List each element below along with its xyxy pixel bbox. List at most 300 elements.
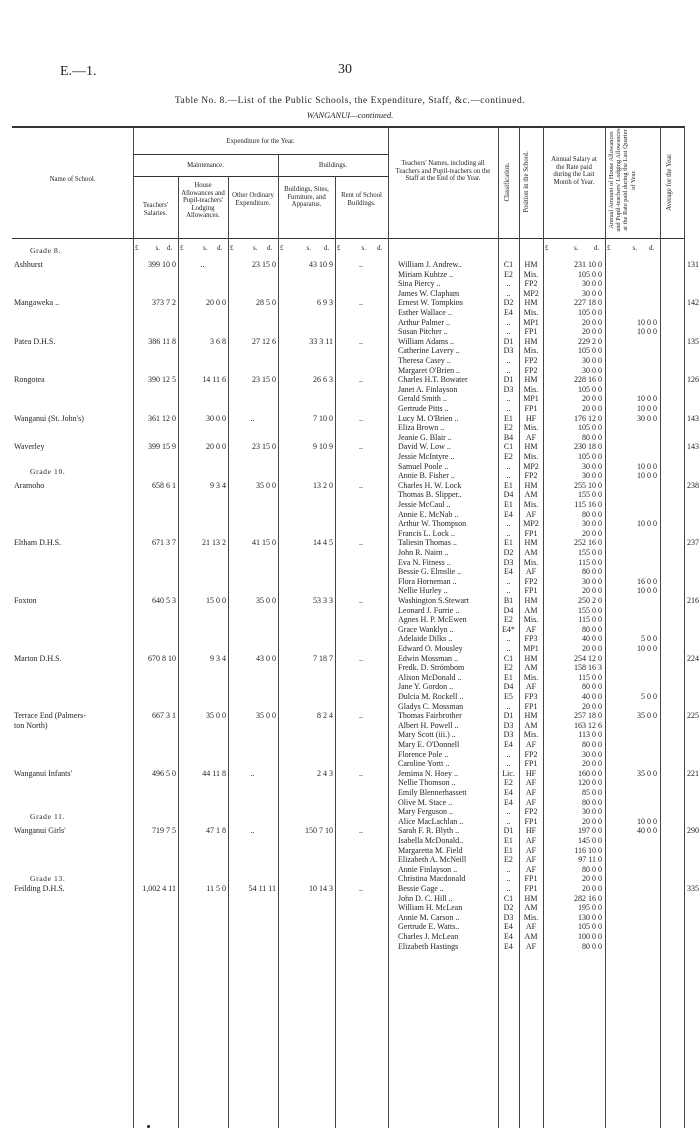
- column-rule: [133, 126, 134, 1128]
- average-value: 126: [687, 375, 699, 385]
- header-average: Average for the Year.: [666, 153, 673, 211]
- annual-salary-value: 20 0 0: [582, 701, 602, 711]
- school-name: Rongotea: [14, 375, 45, 385]
- teacher-name: Eva N. Fitness ..: [398, 557, 451, 567]
- annual-salary-value: 255 10 0: [574, 480, 602, 490]
- annual-salary-value: 30 0 0: [582, 356, 602, 365]
- position-value: Mis.: [523, 912, 539, 922]
- rent-value: ..: [359, 538, 363, 548]
- bfa-value: 13 2 0: [313, 480, 333, 490]
- position-value: HF: [525, 413, 537, 423]
- other-value: 23 15 0: [252, 260, 276, 269]
- annual-salary-value: 195 0 0: [578, 903, 602, 913]
- teacher-name: Alice MacLachlan ..: [398, 816, 464, 826]
- unit-pound: £: [607, 244, 611, 252]
- other-value: 41 15 0: [252, 538, 276, 548]
- rule-head-bottom: [12, 238, 684, 239]
- house-value: 44 11 8: [202, 768, 226, 778]
- annual-salary-value: 158 16 3: [574, 663, 602, 673]
- position-value: HM: [524, 893, 538, 903]
- rule-top: [12, 126, 684, 128]
- teacher-name: Washington S.Stewart: [398, 596, 469, 605]
- house-value: 9 3 4: [210, 653, 226, 663]
- house-value: 11 5 0: [206, 884, 226, 893]
- position-value: AF: [525, 941, 537, 951]
- classification-value: B1: [503, 596, 514, 605]
- teacher-name: Thomas B. Slipper..: [398, 490, 462, 500]
- teacher-name: Annie B. Fisher ..: [398, 471, 455, 481]
- school-name: Aramoho: [14, 480, 45, 490]
- rent-value: ..: [359, 596, 363, 605]
- other-value: 43 0 0: [256, 653, 276, 663]
- classification-value: ..: [506, 807, 511, 817]
- classification-value: ..: [506, 644, 511, 653]
- allowance-value: 10 0 0: [637, 816, 657, 826]
- annual-salary-value: 176 12 0: [574, 413, 602, 423]
- position-value: FP1: [524, 586, 538, 596]
- header-name: Name of School.: [49, 176, 96, 183]
- other-value: ..: [250, 768, 255, 778]
- house-value: 3 6 8: [210, 336, 226, 346]
- teacher-name: Taliesin Thomas ..: [398, 538, 457, 548]
- average-value: 221: [687, 768, 699, 778]
- teacher-name: William J. Andrew..: [398, 260, 462, 269]
- teacher-name: William Adams ..: [398, 336, 455, 346]
- house-value: 9 3 4: [210, 480, 226, 490]
- house-value: 20 0 0: [206, 442, 226, 452]
- position-value: MP2: [523, 288, 539, 298]
- school-name: Wanganui Girls': [14, 826, 66, 836]
- annual-salary-value: 115 0 0: [578, 672, 602, 682]
- classification-value: ..: [506, 634, 511, 644]
- grade-heading: Grade 8.: [30, 246, 61, 255]
- rent-value: ..: [359, 480, 363, 490]
- header-expenditure: Expenditure for the Year.: [226, 138, 295, 145]
- position-value: HM: [524, 711, 538, 721]
- annual-salary-value: 155 0 0: [578, 490, 602, 500]
- annual-salary-value: 130 0 0: [578, 912, 602, 922]
- position-value: HM: [524, 596, 538, 605]
- classification-value: D1: [503, 375, 514, 385]
- average-value: 335: [687, 884, 699, 893]
- unit-shilling: s.: [632, 244, 637, 252]
- annual-salary-value: 85 0 0: [582, 788, 602, 797]
- annual-salary-value: 227 18 0: [574, 298, 602, 308]
- allowance-value: 10 0 0: [637, 461, 657, 471]
- bfa-value: 150 7 10: [305, 826, 333, 836]
- teacher-name: Thomas Fairbrother: [398, 711, 462, 721]
- classification-value: E4: [504, 788, 513, 797]
- position-value: AF: [525, 682, 537, 692]
- average-value: 216: [687, 596, 699, 605]
- unit-shilling: s.: [155, 244, 160, 252]
- rent-value: ..: [359, 711, 363, 721]
- allowance-value: 40 0 0: [637, 826, 657, 836]
- annual-salary-value: 20 0 0: [582, 759, 602, 769]
- column-rule: [684, 126, 685, 1128]
- teacher-name: Charles H. W. Lock: [398, 480, 462, 490]
- house-value: 21 13 2: [202, 538, 226, 548]
- average-value: 131: [687, 260, 699, 269]
- classification-value: E2: [504, 452, 513, 461]
- bfa-value: 8 2 4: [317, 711, 333, 721]
- salaries-value: 667 3 1: [152, 711, 176, 721]
- teacher-name: James W. Clapham: [398, 288, 460, 298]
- annual-salary-value: 120 0 0: [578, 778, 602, 788]
- teacher-name: Gerald Smith ..: [398, 394, 447, 404]
- classification-value: E4: [504, 932, 513, 941]
- classification-value: ..: [506, 519, 511, 529]
- classification-value: E2: [504, 778, 513, 788]
- header-house: House Allowances and Pupil-teachers' Lodging Allowances.: [181, 182, 225, 220]
- teacher-name: Caroline Yortt ..: [398, 759, 450, 769]
- teacher-name: Francis L. Lock ..: [398, 528, 455, 538]
- teacher-name: Susan Pitcher ..: [398, 327, 448, 337]
- school-name: Patea D.H.S.: [14, 336, 56, 346]
- other-value: ..: [250, 413, 255, 423]
- annual-salary-value: 105 0 0: [578, 269, 602, 279]
- annual-salary-value: 160 0 0: [578, 768, 602, 778]
- classification-value: C1: [503, 893, 514, 903]
- unit-pence: d.: [377, 244, 383, 252]
- annual-salary-value: 30 0 0: [582, 365, 602, 375]
- unit-pence: d.: [217, 244, 223, 252]
- classification-value: D2: [503, 298, 514, 308]
- position-value: AM: [524, 490, 538, 500]
- position-value: Mis.: [523, 452, 539, 461]
- position-value: FP2: [524, 749, 538, 759]
- salaries-value: 670 8 10: [148, 653, 176, 663]
- position-value: Mis.: [523, 384, 539, 394]
- rent-value: ..: [359, 826, 363, 836]
- unit-pence: d.: [324, 244, 330, 252]
- position-value: AF: [525, 864, 537, 874]
- teacher-name: Arthur W. Thompson: [398, 519, 467, 529]
- other-value: 35 0 0: [256, 480, 276, 490]
- position-value: AM: [524, 932, 538, 941]
- classification-value: E1: [504, 480, 513, 490]
- classification-value: E1: [504, 538, 513, 548]
- classification-value: E4*: [502, 624, 515, 634]
- allowance-value: 10 0 0: [637, 644, 657, 653]
- annual-salary-value: 229 2 0: [578, 336, 602, 346]
- classification-value: ..: [506, 317, 511, 327]
- unit-shilling: s.: [361, 244, 366, 252]
- allowance-value: 10 0 0: [637, 519, 657, 529]
- salaries-value: 390 12 5: [148, 375, 176, 385]
- school-name: Ashhurst: [14, 260, 43, 269]
- allowance-value: 10 0 0: [637, 317, 657, 327]
- other-value: 35 0 0: [256, 711, 276, 721]
- annual-salary-value: 30 0 0: [582, 461, 602, 471]
- average-value: 135: [687, 336, 699, 346]
- teacher-name: Mary E. O'Donnell: [398, 740, 460, 749]
- unit-shilling: s.: [253, 244, 258, 252]
- position-value: AM: [524, 605, 538, 615]
- teacher-name: Edward O. Mousley: [398, 644, 463, 653]
- position-value: MP1: [523, 644, 539, 653]
- classification-value: E2: [504, 269, 513, 279]
- teacher-name: Alison McDonald ..: [398, 672, 462, 682]
- teacher-name: Sarah F. R. Blyth ..: [398, 826, 460, 836]
- position-value: HM: [524, 480, 538, 490]
- classification-value: C1: [503, 442, 514, 452]
- salaries-value: 658 6 1: [152, 480, 176, 490]
- annual-salary-value: 252 16 0: [574, 538, 602, 548]
- teacher-name: Margaret O'Brien ..: [398, 365, 461, 375]
- teacher-name: Edwin Mossman ..: [398, 653, 458, 663]
- salaries-value: 640 5 3: [152, 596, 176, 605]
- allowance-value: 5 0 0: [641, 634, 657, 644]
- allowance-value: 10 0 0: [637, 327, 657, 337]
- unit-shilling: s.: [306, 244, 311, 252]
- annual-salary-value: 97 11 0: [578, 855, 602, 865]
- other-value: 23 15 0: [252, 375, 276, 385]
- allowance-value: 10 0 0: [637, 586, 657, 596]
- teacher-name: Florence Pole ..: [398, 749, 449, 759]
- school-name: Wanganui Infants': [14, 768, 72, 778]
- grade-heading: Grade 13.: [30, 874, 66, 883]
- header-maintenance: Maintenance.: [187, 162, 224, 169]
- column-rule: [660, 126, 661, 1128]
- teacher-name: Nellie Hurley ..: [398, 586, 448, 596]
- annual-salary-value: 20 0 0: [582, 586, 602, 596]
- position-value: AF: [525, 778, 537, 788]
- grade-heading: Grade 10.: [30, 466, 66, 476]
- classification-value: E2: [504, 855, 513, 865]
- annual-salary-value: 197 0 0: [578, 826, 602, 836]
- rent-value: ..: [359, 884, 363, 893]
- annual-salary-value: 80 0 0: [582, 567, 602, 577]
- position-value: AF: [525, 509, 537, 519]
- position-value: FP1: [524, 327, 538, 337]
- other-value: 27 12 6: [252, 336, 276, 346]
- teacher-name: Jessie McIntyre ..: [398, 452, 455, 461]
- classification-value: ..: [506, 356, 511, 365]
- position-value: Mis.: [523, 269, 539, 279]
- teacher-name: Fredk. D. Strömbom: [398, 663, 465, 673]
- position-value: AF: [525, 855, 537, 865]
- bfa-value: 7 18 7: [313, 653, 333, 663]
- classification-value: Lic.: [502, 768, 515, 778]
- other-value: 23 15 0: [252, 442, 276, 452]
- school-name: Terrace End (Palmers-: [14, 711, 86, 721]
- classification-value: E1: [504, 500, 513, 509]
- classification-value: ..: [506, 528, 511, 538]
- classification-value: D4: [503, 682, 514, 692]
- unit-pound: £: [280, 244, 284, 252]
- classification-value: D3: [503, 557, 514, 567]
- classification-value: E4: [504, 941, 513, 951]
- average-value: 237: [687, 538, 699, 548]
- school-name: Waverley: [14, 442, 45, 452]
- classification-value: C1: [503, 653, 514, 663]
- annual-salary-value: 80 0 0: [582, 509, 602, 519]
- salaries-value: 373 7 2: [152, 298, 176, 308]
- teacher-name: Elizabeth Hastings: [398, 941, 459, 951]
- allowance-value: 10 0 0: [637, 471, 657, 481]
- school-name: ton North): [14, 720, 48, 730]
- salaries-value: 1,002 4 11: [142, 884, 176, 893]
- classification-value: C1: [503, 260, 514, 269]
- allowance-value: 5 0 0: [641, 692, 657, 701]
- unit-pence: d.: [267, 244, 273, 252]
- teacher-name: Dulcia M. Rockell ..: [398, 692, 464, 701]
- rent-value: ..: [359, 413, 363, 423]
- teacher-name: John R. Nairn ..: [398, 548, 449, 557]
- ink-mark: [147, 1125, 150, 1128]
- classification-value: ..: [506, 864, 511, 874]
- bfa-value: 10 14 3: [309, 884, 333, 893]
- salaries-value: 399 10 0: [148, 260, 176, 269]
- header-bfa: Buildings, Sites, Furniture, and Apparatus.: [284, 186, 329, 209]
- teacher-name: Isabella McDonald..: [398, 836, 464, 845]
- classification-value: E1: [504, 845, 513, 855]
- teacher-name: Christina Macdonald: [398, 874, 466, 884]
- house-value: 15 0 0: [206, 596, 226, 605]
- header-rent: Rent of School Buildings.: [341, 192, 382, 207]
- position-value: FP2: [524, 356, 538, 365]
- position-value: HF: [525, 768, 537, 778]
- rule-expenditure: [133, 154, 388, 155]
- classification-value: ..: [506, 404, 511, 413]
- teacher-name: Eliza Brown ..: [398, 423, 445, 433]
- annual-salary-value: 80 0 0: [582, 432, 602, 442]
- position-value: Mis.: [523, 346, 539, 356]
- position-value: FP2: [524, 576, 538, 586]
- average-value: 290: [687, 826, 699, 836]
- teacher-name: Gladys C. Mossman: [398, 701, 464, 711]
- position-value: Mis.: [523, 500, 539, 509]
- position-value: AF: [525, 845, 537, 855]
- position-value: HM: [524, 336, 538, 346]
- annual-salary-value: 105 0 0: [578, 452, 602, 461]
- teacher-name: Jessie McCaul ..: [398, 500, 451, 509]
- position-value: FP1: [524, 884, 538, 893]
- annual-salary-value: 20 0 0: [582, 644, 602, 653]
- teacher-name: Grace Wanklyn ..: [398, 624, 454, 634]
- annual-salary-value: 105 0 0: [578, 384, 602, 394]
- classification-value: E1: [504, 672, 513, 682]
- annual-salary-value: 80 0 0: [582, 941, 602, 951]
- teacher-name: Elizabeth A. McNeill: [398, 855, 467, 865]
- annual-salary-value: 20 0 0: [582, 874, 602, 884]
- position-value: FP2: [524, 365, 538, 375]
- school-name: Feilding D.H.S.: [14, 884, 65, 893]
- bfa-value: 53 3 3: [313, 596, 333, 605]
- classification-value: D1: [503, 711, 514, 721]
- annual-salary-value: 155 0 0: [578, 605, 602, 615]
- rent-value: ..: [359, 653, 363, 663]
- teacher-name: Agnes H. P. McEwen: [398, 615, 467, 625]
- school-name: Wanganui (St. John's): [14, 413, 84, 423]
- rent-value: ..: [359, 298, 363, 308]
- header-buildings: Buildings.: [318, 162, 348, 169]
- annual-salary-value: 40 0 0: [582, 634, 602, 644]
- position-value: FP2: [524, 807, 538, 817]
- position-value: HF: [525, 826, 537, 836]
- position-value: HM: [524, 538, 538, 548]
- annual-salary-value: 115 0 0: [578, 615, 602, 625]
- header-other: Other Ordinary Expenditure.: [232, 192, 274, 207]
- teacher-name: Adelaide Dilks ..: [398, 634, 453, 644]
- teacher-name: Olive M. Stace ..: [398, 797, 453, 807]
- position-value: Mis.: [523, 423, 539, 433]
- column-rule: [605, 126, 606, 1128]
- position-value: AM: [524, 663, 538, 673]
- classification-value: E4: [504, 740, 513, 749]
- annual-salary-value: 80 0 0: [582, 682, 602, 692]
- position-value: FP1: [524, 528, 538, 538]
- annual-salary-value: 145 0 0: [578, 836, 602, 845]
- school-name: Foxton: [14, 596, 37, 605]
- position-value: Mis.: [523, 672, 539, 682]
- teacher-name: Miriam Kuhtze ..: [398, 269, 454, 279]
- average-value: 143: [687, 413, 699, 423]
- annual-salary-value: 30 0 0: [582, 576, 602, 586]
- unit-shilling: s.: [203, 244, 208, 252]
- classification-value: D2: [503, 548, 514, 557]
- annual-salary-value: 116 10 0: [574, 845, 602, 855]
- annual-salary-value: 105 0 0: [578, 308, 602, 317]
- classification-value: ..: [506, 749, 511, 759]
- position-value: AF: [525, 788, 537, 797]
- position-value: FP1: [524, 816, 538, 826]
- teacher-name: Gertrude Pitts ..: [398, 404, 449, 413]
- position-value: HM: [524, 653, 538, 663]
- bfa-value: 43 10 9: [309, 260, 333, 269]
- other-value: 28 5 0: [256, 298, 276, 308]
- other-value: 35 0 0: [256, 596, 276, 605]
- annual-salary-value: 80 0 0: [582, 740, 602, 749]
- classification-value: ..: [506, 586, 511, 596]
- header-teachers: Teachers' Names, including all Teachers and Pupil-teachers on the Staff at the End of the Year.: [395, 160, 491, 183]
- header-classification: Classification.: [504, 162, 511, 202]
- annual-salary-value: 20 0 0: [582, 816, 602, 826]
- teacher-name: Margaretta M. Field: [398, 845, 463, 855]
- classification-value: E2: [504, 615, 513, 625]
- salaries-value: 399 15 9: [148, 442, 176, 452]
- teacher-name: William H. McLean: [398, 903, 463, 913]
- annual-salary-value: 282 16 0: [574, 893, 602, 903]
- column-rule: [388, 126, 389, 1128]
- teacher-name: Jane Y. Gordon ..: [398, 682, 454, 692]
- unit-pound: £: [180, 244, 184, 252]
- position-value: AF: [525, 567, 537, 577]
- rent-value: ..: [359, 442, 363, 452]
- teacher-name: Theresa Casey ..: [398, 356, 451, 365]
- position-value: AF: [525, 432, 537, 442]
- unit-pound: £: [337, 244, 341, 252]
- classification-value: ..: [506, 327, 511, 337]
- salaries-value: 719 7 5: [152, 826, 176, 836]
- other-value: 54 11 11: [248, 884, 276, 893]
- page-number: 30: [338, 62, 352, 77]
- annual-salary-value: 40 0 0: [582, 692, 602, 701]
- annual-salary-value: 155 0 0: [578, 548, 602, 557]
- allowance-value: 30 0 0: [637, 413, 657, 423]
- annual-salary-value: 257 18 0: [574, 711, 602, 721]
- classification-value: ..: [506, 874, 511, 884]
- classification-value: ..: [506, 471, 511, 481]
- classification-value: D3: [503, 346, 514, 356]
- annual-salary-value: 228 16 0: [574, 375, 602, 385]
- page-ref: E.—1.: [60, 64, 97, 79]
- annual-salary-value: 30 0 0: [582, 279, 602, 289]
- classification-value: ..: [506, 816, 511, 826]
- teacher-name: Annie M. Carson ..: [398, 912, 460, 922]
- salaries-value: 386 11 8: [148, 336, 176, 346]
